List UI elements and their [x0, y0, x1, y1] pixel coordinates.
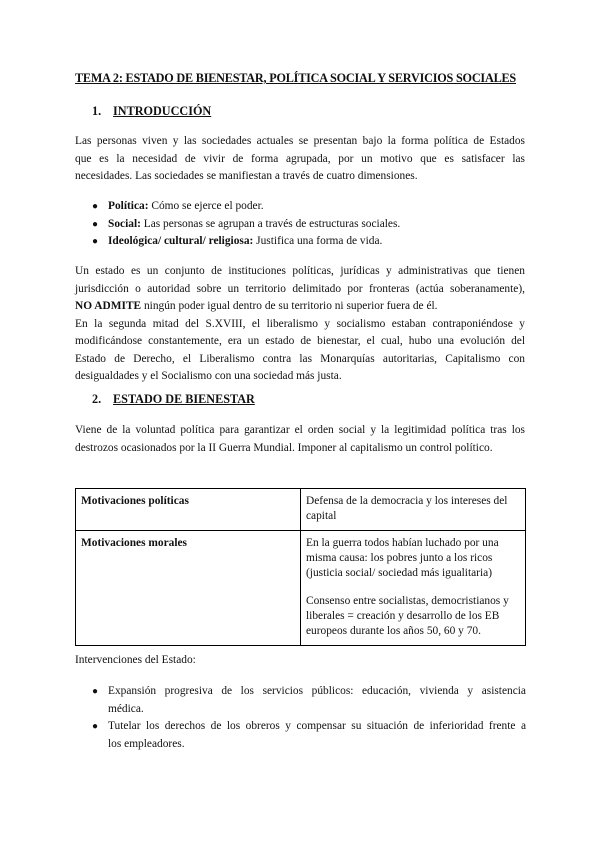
paragraph-line: Intervenciones del Estado:: [75, 654, 196, 666]
paragraph-estado: [75, 263, 525, 386]
section-number: 2.: [92, 392, 102, 406]
list-item: [92, 216, 400, 234]
list-item: [92, 683, 526, 718]
table-cell-text: En la guerra todos habían luchado por una misma causa: los pobres junto a los ricos (justicia social/ sociedad más igualitaria): [306, 537, 499, 579]
section-title: INTRODUCCIÓN: [113, 104, 212, 118]
table-cell-text: Consenso entre socialistas, democristianos y liberales = creación y desarrollo de los EB europeos durante los años 50, 60 y 70.: [306, 595, 509, 637]
bullet-icon: ●: [92, 201, 99, 212]
paragraph-line: desigualdades y el Socialismo con una sociedad más justa.: [75, 370, 342, 382]
paragraph-intro: [75, 133, 525, 186]
paragraph-line: [75, 298, 525, 316]
table-row: [76, 489, 526, 531]
section-title: ESTADO DE BIENESTAR: [113, 392, 255, 406]
paragraph-line: modificándose constantemente, era un estado de bienestar, el cual, hubo una evolución del: [75, 335, 525, 347]
list-item: [92, 718, 526, 753]
list-item-text: Justifica una forma de vida.: [253, 235, 383, 247]
paragraph-line: necesidades. Las sociedades se manifiestan a través de cuatro dimensiones.: [75, 170, 418, 182]
list-item-term: Social:: [108, 218, 141, 230]
list-item-text: Cómo se ejerce el poder.: [148, 200, 264, 212]
table-cell-value: Defensa de la democracia y los intereses del capital: [301, 489, 526, 531]
paragraph-line: En la segunda mitad del S.XVIII, el liberalismo y socialismo estaban contraponiéndose y: [75, 317, 525, 330]
bullet-icon: ●: [92, 686, 99, 697]
list-item-text: médica.: [108, 702, 144, 715]
paragraph-line: que es la necesidad de vivir de forma agrupada, por un motivo que es satisfacer las: [75, 152, 525, 165]
document-title: TEMA 2: ESTADO DE BIENESTAR, POLÍTICA SOCIAL Y SERVICIOS SOCIALES: [75, 71, 517, 85]
paragraph-voluntad: [75, 422, 525, 457]
emphasis-no-admite: NO ADMITE: [75, 300, 142, 312]
table-cell-label: Motivaciones políticas: [76, 489, 301, 531]
paragraph-line: jurisdicción o autoridad sobre un territorio delimitado por fronteras (actúa soberanamente),: [75, 282, 525, 295]
list-item: [92, 233, 382, 251]
section-heading-introduccion: [92, 104, 211, 119]
paragraph-line: Viene de la voluntad política para garantizar el orden social y la legitimidad política tras los: [75, 424, 525, 436]
list-item: [92, 198, 264, 216]
paragraph-line: Las personas viven y las sociedades actuales se presentan bajo la forma política de Estados: [75, 135, 525, 147]
list-item-term: Ideológica/ cultural/ religiosa:: [108, 235, 254, 247]
bullet-icon: ●: [92, 721, 99, 732]
section-number: 1.: [92, 104, 102, 118]
table-row: [76, 531, 526, 646]
list-item-text: Tutelar los derechos de los obreros y compensar su situación de inferioridad frente a: [108, 720, 526, 732]
paragraph-text: ningún poder igual dentro de su territorio ni superior fuera de él.: [141, 300, 438, 312]
paragraph-line: Estado de Derecho, el Liberalismo contra las Monarquías autoritarias, Capitalismo con: [75, 352, 525, 365]
paragraph-intervenciones: [75, 652, 525, 670]
bullet-icon: ●: [92, 236, 99, 247]
table-cell-label: Motivaciones morales: [76, 531, 301, 646]
table-cell-value: [301, 531, 526, 646]
section-heading-estado-de-bienestar: [92, 392, 255, 407]
list-item-text: Expansión progresiva de los servicios públicos: educación, vivienda y asistencia: [108, 685, 526, 697]
bullet-icon: ●: [92, 219, 99, 230]
paragraph-line: destrozos ocasionados por la II Guerra Mundial. Imponer al capitalismo un control político.: [75, 441, 493, 454]
list-item-term: Política:: [108, 200, 149, 212]
list-item-text: Las personas se agrupan a través de estructuras sociales.: [140, 218, 401, 230]
motivations-table: [75, 488, 526, 646]
paragraph-line: Un estado es un conjunto de instituciones políticas, jurídicas y administrativas que tienen: [75, 265, 525, 277]
list-item-text: los empleadores.: [108, 737, 185, 750]
